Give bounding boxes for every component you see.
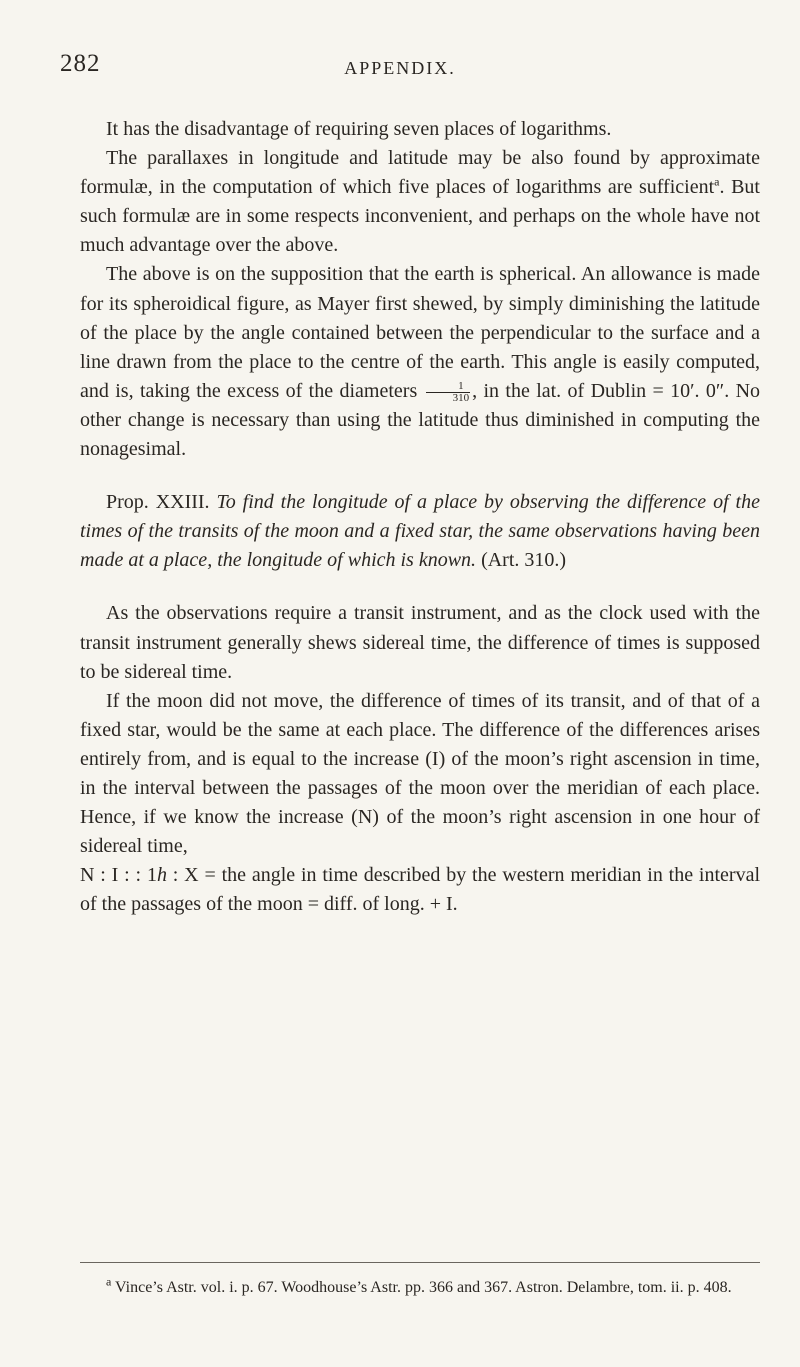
footnote-divider xyxy=(80,1262,760,1263)
paragraph-logarithms: It has the disadvantage of requiring seven places of logarithms. xyxy=(106,118,612,140)
footnote-text: Vince’s Astr. vol. i. p. 67. Woodhouse’s Astr. pp. 366 and 367. Astron. Delambre, tom. ii. p. 408. xyxy=(115,1279,732,1296)
proposition-reference: (Art. 310.) xyxy=(481,549,567,572)
body-text xyxy=(80,115,760,919)
proportion-formula xyxy=(80,861,760,919)
fraction-denominator: 310 xyxy=(452,391,470,404)
page-header xyxy=(0,50,800,90)
paragraph-moon-difference: If the moon did not move, the difference of times of its transit, and of that of a fixed star, would be the same at each place. The difference of the differences arises entirely from, and is equal to the increase (I) of the moon’s right ascension in time, in the interval between the passages of the moon over the meridian of each place. Hence, if we know the increase (N) of the moon’s right ascension in one hour of sidereal time, xyxy=(80,689,760,858)
footnote-mark: a xyxy=(106,1274,112,1289)
parallaxes-text-start: The parallaxes in longitude and latitude may be also found by approximate formulæ, in the computation of which five places of logarithms are sufficient xyxy=(80,147,760,199)
page-number: 282 xyxy=(60,50,101,77)
excess-fraction xyxy=(426,381,471,404)
paragraph-parallaxes xyxy=(80,144,760,260)
formula-lead: N : I : : 1 xyxy=(80,864,157,887)
proposition-statement: To find the longitude of a place by observing the difference of the times of the transits of the moon and a fixed star, the same observations having been made at a place, the longitude of which is known. xyxy=(80,491,760,572)
proposition-number: Prop. XXIII. xyxy=(106,491,210,514)
formula-rest: : X = the angle in time described by the western meridian in the interval of the passages of the moon = diff. of long. + I. xyxy=(80,864,761,916)
spheroid-text-start: The above is on the supposition that the earth is spherical. An allowance is made for its spheroidical figure, as Mayer first shewed, by simply diminishing the latitude of the place by the angle contained between the perpendicular to the surface and a line drawn from the place to the centre of the earth. This angle is easily computed, and is, taking the excess of the diameters xyxy=(80,263,760,402)
proposition-heading xyxy=(80,488,760,575)
parallaxes-text-end: . But such formulæ are in some respects inconvenient, and perhaps on the whole have not much advantage over the above. xyxy=(80,176,760,257)
footnote-marker: a xyxy=(714,174,720,189)
paragraph-spheroid xyxy=(80,260,760,464)
formula-hour-symbol: h xyxy=(156,864,167,887)
footnote xyxy=(80,1276,760,1300)
paragraph-observations: As the observations require a transit instrument, and as the clock used with the transit instrument generally shews sidereal time, the difference of times is supposed to be sidereal time. xyxy=(80,602,760,683)
running-head: APPENDIX. xyxy=(344,58,456,78)
fraction-numerator: 1 xyxy=(426,381,471,393)
spheroid-text-end: , in the lat. of Dublin = 10′. 0″. No other change is necessary than using the latitude thus diminished in computing the nonagesimal. xyxy=(80,379,761,461)
